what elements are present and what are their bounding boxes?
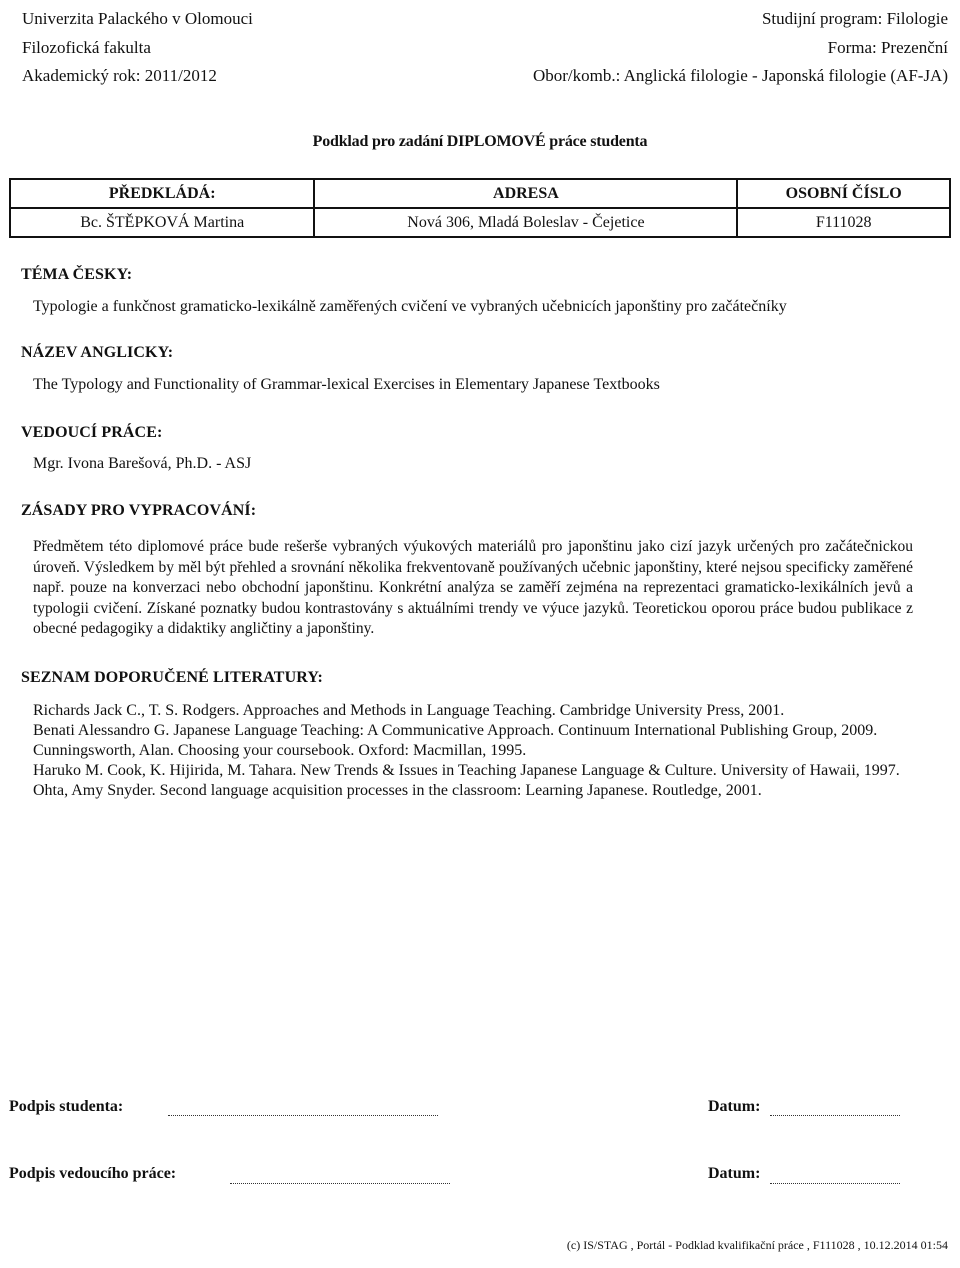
list-item: Cunningsworth, Alan. Choosing your coursebook. Oxford: Macmillan, 1995. bbox=[33, 742, 527, 759]
table-header-row bbox=[10, 179, 950, 208]
personal-number-value: F111028 bbox=[737, 208, 950, 237]
address-header: ADRESA bbox=[314, 179, 737, 208]
supervisor-signature-line bbox=[230, 1183, 450, 1184]
document-title: Podklad pro zadání DIPLOMOVÉ práce studenta bbox=[312, 133, 648, 150]
list-item: Benati Alessandro G. Japanese Language Teaching: A Communicative Approach. Continuum International Publishing Group, 2009. bbox=[33, 722, 878, 739]
academic-year: Akademický rok: 2011/2012 bbox=[22, 66, 217, 85]
study-program: Studijní program: Filologie bbox=[761, 9, 948, 28]
principles-text: Předmětem této diplomové práce bude rešerše vybraných výukových materiálů pro japonštinu jako cizí jazyk určených pro začátečnickou úroveň. Výsledkem by měl být přehled a srovnání několika frekventovaně používaných učebnic japonštiny, které nejsou specificky zaměřené např. pouze na konverzaci nebo obchodní japonštinu. Konkrétní analýza se zaměří zejména na reprezentaci gramaticko-lexikálních jevů a typologii cvičení. Získané poznatky budou kontrastovány s aktuálními trendy ve výuce jazyků. Teoretickou oporou práce budou publikace z obecné pedagogiky a didaktiky angličtiny a japonštiny. bbox=[33, 538, 913, 637]
principles-heading: ZÁSADY PRO VYPRACOVÁNÍ: bbox=[21, 502, 257, 519]
list-item: Richards Jack C., T. S. Rodgers. Approaches and Methods in Language Teaching. Cambridge University Press, 2001. bbox=[33, 702, 785, 719]
address-value: Nová 306, Mladá Boleslav - Čejetice bbox=[314, 208, 737, 237]
study-field: Obor/komb.: Anglická filologie - Japonská filologie (AF-JA) bbox=[532, 66, 948, 85]
topic-cz-heading: TÉMA ČESKY: bbox=[21, 266, 133, 283]
personal-number-header: OSOBNÍ ČÍSLO bbox=[737, 179, 950, 208]
student-signature-label: Podpis studenta: bbox=[9, 1098, 124, 1115]
student-signature-line bbox=[168, 1115, 438, 1116]
topic-en-text: The Typology and Functionality of Grammar-lexical Exercises in Elementary Japanese Textbooks bbox=[33, 376, 660, 393]
topic-en-heading: NÁZEV ANGLICKY: bbox=[21, 344, 174, 361]
supervisor-date-label: Datum: bbox=[708, 1165, 761, 1182]
submitter-value: Bc. ŠTĚPKOVÁ Martina bbox=[10, 208, 314, 237]
study-form: Forma: Prezenční bbox=[827, 38, 948, 57]
supervisor-signature-label: Podpis vedoucího práce: bbox=[9, 1165, 177, 1182]
student-date-line bbox=[770, 1115, 900, 1116]
faculty-name: Filozofická fakulta bbox=[22, 38, 151, 57]
submitter-header: PŘEDKLÁDÁ: bbox=[10, 179, 314, 208]
table-row bbox=[10, 208, 950, 237]
literature-list bbox=[33, 701, 923, 801]
footer-note: (c) IS/STAG , Portál - Podklad kvalifikační práce , F111028 , 10.12.2014 01:54 bbox=[566, 1238, 948, 1252]
supervisor-name: Mgr. Ivona Barešová, Ph.D. - ASJ bbox=[33, 455, 252, 472]
supervisor-date-line bbox=[770, 1183, 900, 1184]
literature-heading: SEZNAM DOPORUČENÉ LITERATURY: bbox=[21, 669, 323, 686]
student-info-table bbox=[9, 178, 951, 238]
list-item: Ohta, Amy Snyder. Second language acquisition processes in the classroom: Learning Japanese. Routledge, 2001. bbox=[33, 782, 762, 799]
list-item: Haruko M. Cook, K. Hijirida, M. Tahara. New Trends & Issues in Teaching Japanese Language & Culture. University of Hawaii, 1997. bbox=[33, 762, 900, 779]
supervisor-heading: VEDOUCÍ PRÁCE: bbox=[21, 424, 163, 441]
topic-cz-text: Typologie a funkčnost gramaticko-lexikálně zaměřených cvičení ve vybraných učebnicích japonštiny pro začátečníky bbox=[33, 298, 787, 315]
student-date-label: Datum: bbox=[708, 1098, 761, 1115]
university-name: Univerzita Palackého v Olomouci bbox=[22, 9, 253, 28]
